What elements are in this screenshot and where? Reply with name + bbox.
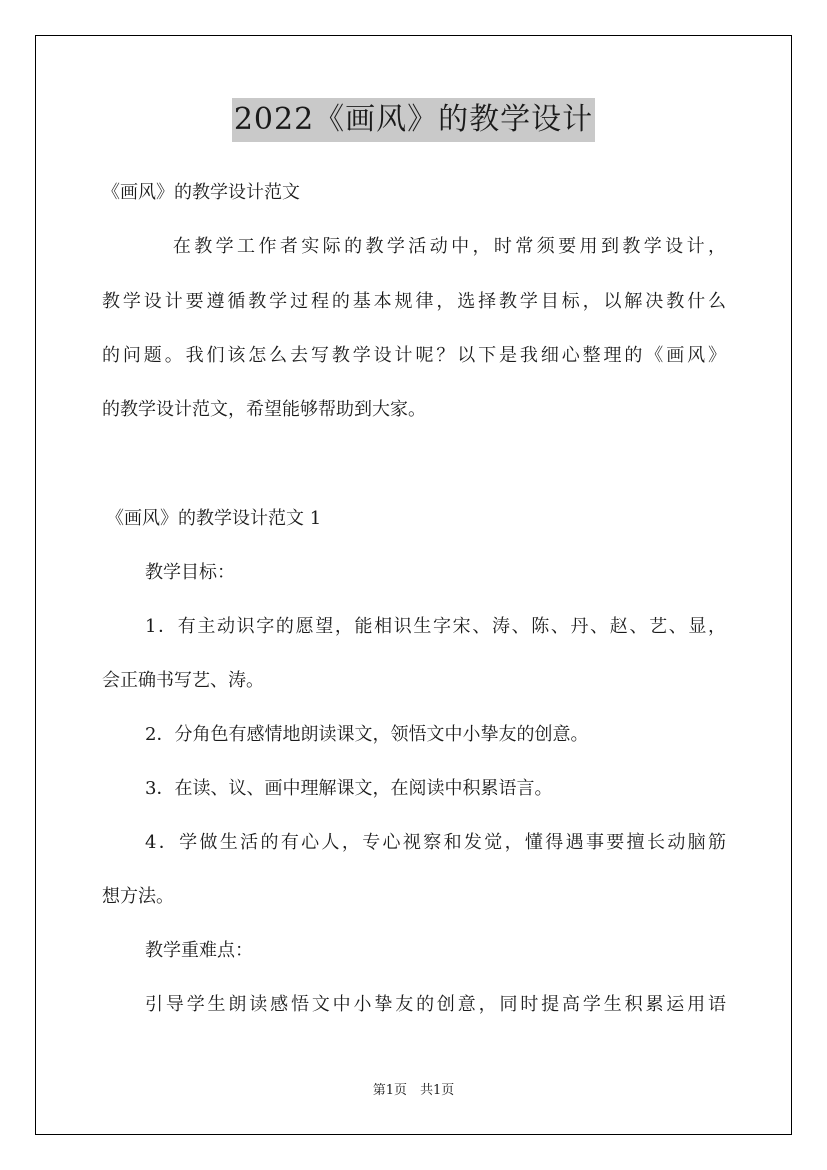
goal-3: 3．在读、议、画中理解课文，在阅读中积累语言。: [145, 778, 553, 799]
page-footer: 第1页 共1页: [372, 1083, 455, 1098]
goal-2: 2．分角色有感情地朗读课文，领悟文中小挚友的创意。: [145, 724, 589, 745]
focus-text: 引导学生朗读感悟文中小挚友的创意，同时提高学生积累运用语: [145, 994, 726, 1015]
goal-1-line-1: 1．有主动识字的愿望，能相识生字宋、涛、陈、丹、赵、艺、显，: [145, 616, 726, 637]
subtitle: 《画风》的教学设计范文: [102, 182, 300, 203]
intro-line-4: 的教学设计范文，希望能够帮助到大家。: [102, 399, 426, 420]
section-heading: 《画风》的教学设计范文 1: [106, 508, 322, 529]
goal-1-line-2: 会正确书写艺、涛。: [102, 670, 264, 691]
focus-heading: 教学重难点：: [145, 940, 253, 961]
goal-4-line-2: 想方法。: [102, 886, 174, 907]
document-title-block: [0, 98, 827, 142]
goals-heading: 教学目标：: [145, 562, 235, 583]
intro-line-1: 在教学工作者实际的教学活动中，时常须要用到教学设计，: [130, 236, 726, 257]
intro-line-3: 的问题。我们该怎么去写教学设计呢？以下是我细心整理的《画风》: [102, 345, 726, 366]
document-title: 2022《画风》的教学设计: [232, 98, 595, 142]
intro-line-2: 教学设计要遵循教学过程的基本规律，选择教学目标，以解决教什么: [102, 291, 726, 312]
goal-4-line-1: 4．学做生活的有心人，专心视察和发觉，懂得遇事要擅长动脑筋: [145, 832, 726, 853]
